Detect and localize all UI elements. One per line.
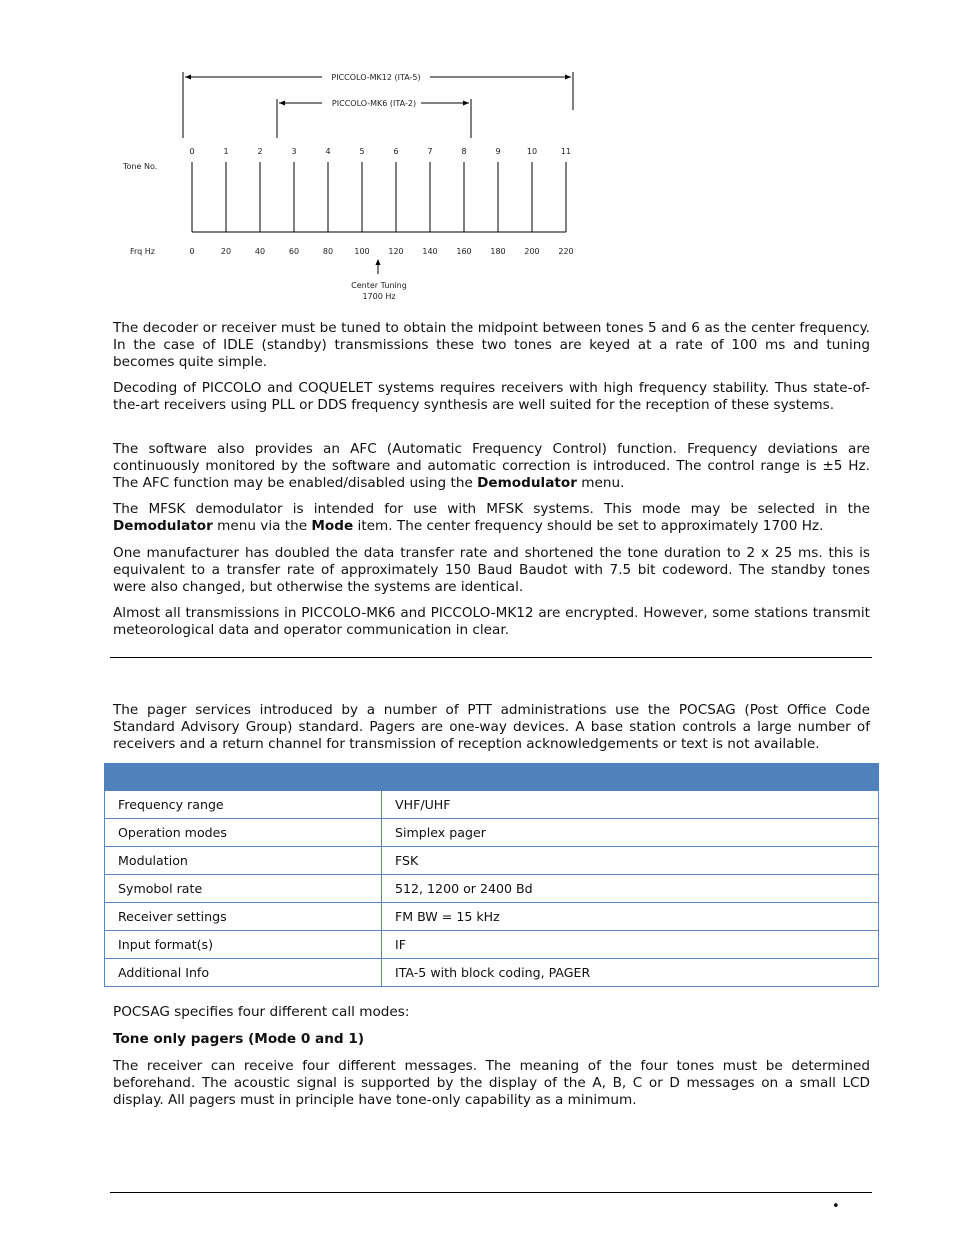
mfsk-demodulator-term: Demodulator [113, 518, 213, 534]
mk6-arrowhead-right [463, 101, 469, 106]
footer-bullet: • [832, 1199, 840, 1214]
spec-value: Simplex pager [382, 819, 879, 847]
paragraph-afc [113, 441, 870, 492]
afc-text: The software also provides an AFC (Automatic Frequency Control) function. Frequency deviations are continuously monitored by the software and automatic correction is introduced. The control range is ±5 Hz. The AFC function may be enabled/disabled using the [113, 441, 870, 491]
tone-number: 10 [526, 147, 538, 156]
table-row [105, 875, 879, 903]
freq-row-label: Frq Hz [130, 247, 156, 256]
tone-number: 8 [461, 147, 467, 156]
tone-frequency: 0 [189, 247, 195, 256]
tone-frequency: 120 [388, 247, 404, 256]
paragraph-stability: Decoding of PICCOLO and COQUELET systems requires receivers with high frequency stability. Thus state-of-the-art receivers using PLL or DDS frequency synthesis are well suited for the reception of these systems. [113, 380, 870, 413]
mk12-label: PICCOLO-MK12 (ITA-5) [331, 73, 421, 82]
table-row [105, 847, 879, 875]
spec-value: ITA-5 with block coding, PAGER [382, 959, 879, 987]
mfsk-text-b: menu via the [212, 518, 312, 534]
tone-number: 4 [325, 147, 331, 156]
center-tuning-label: Center Tuning [351, 281, 407, 290]
tone-number: 1 [223, 147, 229, 156]
afc-demodulator-term: Demodulator [477, 475, 577, 491]
afc-text-end: menu. [576, 475, 625, 491]
section-divider [110, 657, 872, 658]
table-row [105, 903, 879, 931]
paragraph-call-modes: POCSAG specifies four different call modes: [113, 1004, 410, 1020]
spec-value: 512, 1200 or 2400 Bd [382, 875, 879, 903]
spec-value: IF [382, 931, 879, 959]
spec-label: Additional Info [105, 959, 382, 987]
tone-number: 11 [560, 147, 572, 156]
spec-label: Input format(s) [105, 931, 382, 959]
tone-number: 3 [291, 147, 297, 156]
mfsk-text-c: item. The center frequency should be set to approximately 1700 Hz. [353, 518, 824, 534]
center-tuning-arrowhead [376, 259, 381, 265]
tone-frequency: 40 [254, 247, 266, 256]
paragraph-encryption: Almost all transmissions in PICCOLO-MK6 and PICCOLO-MK12 are encrypted. However, some stations transmit meteorological data and operator communication in clear. [113, 605, 870, 638]
tone-frequency: 200 [524, 247, 540, 256]
tone-row-label: Tone No. [123, 162, 158, 171]
pocsag-spec-table [104, 763, 879, 987]
mfsk-mode-term: Mode [311, 518, 354, 534]
paragraph-tuning: The decoder or receiver must be tuned to obtain the midpoint between tones 5 and 6 as the center frequency. In the case of IDLE (standby) transmissions these two tones are keyed at a rate of 100 ms and tuning becomes quite simple. [113, 320, 870, 370]
mfsk-text-a: The MFSK demodulator is intended for use with MFSK systems. This mode may be selected in the [113, 501, 870, 517]
spec-value: FSK [382, 847, 879, 875]
table-header-row [105, 764, 879, 791]
tone-frequency: 60 [288, 247, 300, 256]
tone-frequency: 220 [558, 247, 574, 256]
tone-number: 5 [359, 147, 365, 156]
table-row [105, 791, 879, 819]
tone-frequency: 80 [322, 247, 334, 256]
table-row [105, 959, 879, 987]
paragraph-tone-only: The receiver can receive four different messages. The meaning of the four tones must be determined beforehand. The acoustic signal is supported by the display of the A, B, C or D messages on a small LCD display. All pagers must in principle have tone-only capability as a minimum. [113, 1058, 870, 1108]
heading-tone-only: Tone only pagers (Mode 0 and 1) [113, 1031, 365, 1047]
tone-frequency: 20 [220, 247, 232, 256]
tone-frequency: 140 [422, 247, 438, 256]
table-row [105, 819, 879, 847]
paragraph-pocsag-intro: The pager services introduced by a number of PTT administrations use the POCSAG (Post Office Code Standard Advisory Group) standard. Pagers are one-way devices. A base station controls a large number of receivers and a return channel for transmission of reception acknowledgements or text is not available. [113, 702, 870, 752]
tone-number: 0 [189, 147, 195, 156]
tone-number: 2 [257, 147, 263, 156]
tone-number: 7 [427, 147, 433, 156]
spec-value: VHF/UHF [382, 791, 879, 819]
spec-value: FM BW = 15 kHz [382, 903, 879, 931]
mk12-arrowhead-right [565, 75, 571, 80]
tone-number: 9 [495, 147, 501, 156]
paragraph-mfsk [113, 501, 870, 535]
spec-label: Operation modes [105, 819, 382, 847]
table-row [105, 931, 879, 959]
spec-label: Symobol rate [105, 875, 382, 903]
footer-rule [110, 1192, 872, 1193]
spec-label: Frequency range [105, 791, 382, 819]
tone-frequency: 160 [456, 247, 472, 256]
center-tuning-freq: 1700 Hz [362, 292, 396, 301]
mk6-label: PICCOLO-MK6 (ITA-2) [331, 99, 417, 108]
spec-label: Receiver settings [105, 903, 382, 931]
tone-frequency-diagram [110, 66, 590, 306]
paragraph-data-rate: One manufacturer has doubled the data transfer rate and shortened the tone duration to 2 x 25 ms. this is equivalent to a transfer rate of approximately 150 Baud Baudot with 7.5 bit codeword. The standby tones were also changed, but otherwise the systems are identical. [113, 545, 870, 595]
mk12-arrowhead-left [185, 75, 191, 80]
spec-label: Modulation [105, 847, 382, 875]
tone-frequency: 100 [354, 247, 370, 256]
tone-frequency: 180 [490, 247, 506, 256]
mk6-arrowhead-left [279, 101, 285, 106]
tone-number: 6 [393, 147, 399, 156]
